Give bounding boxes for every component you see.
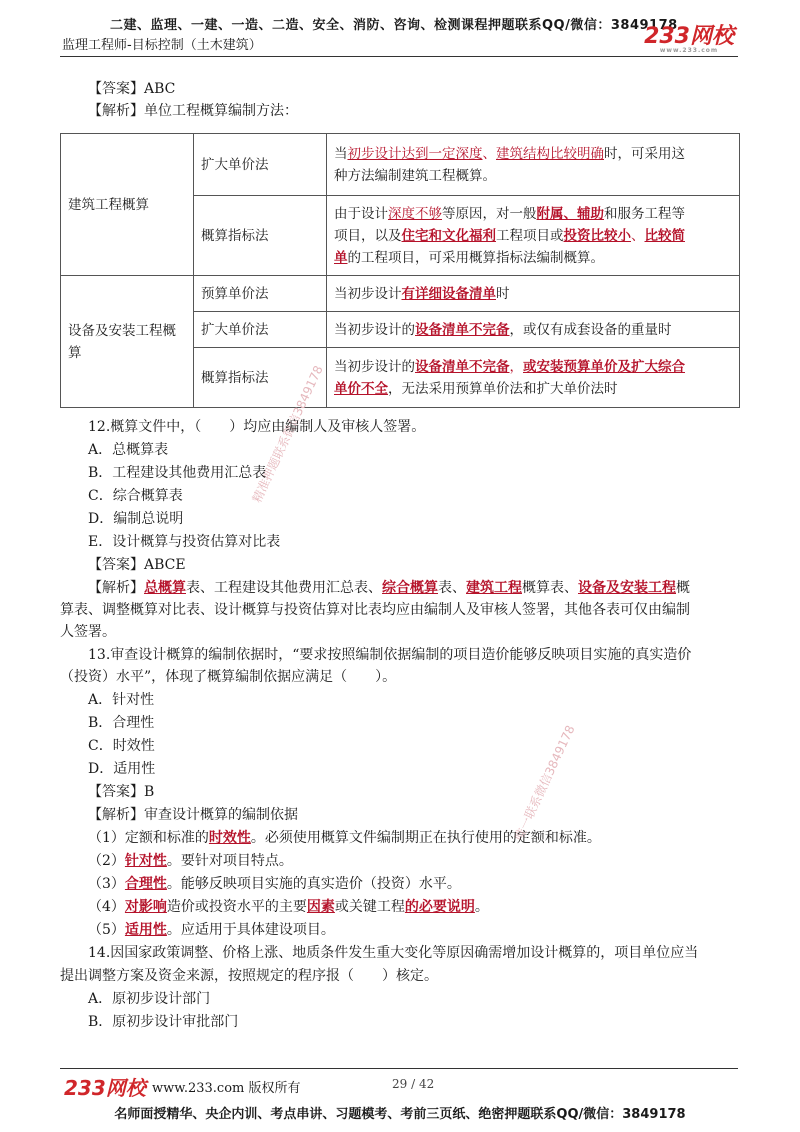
footer-divider xyxy=(60,1068,738,1069)
q12-answer: 【答案】ABCE xyxy=(88,557,186,573)
q13-analysis: 【解析】审查设计概算的编制依据 xyxy=(88,807,298,823)
page-number: 29 / 42 xyxy=(392,1077,435,1091)
q11-analysis: 【解析】单位工程概算编制方法： xyxy=(88,103,298,119)
q12-analysis-cont: 人签署。 xyxy=(60,624,116,640)
header-contact-line: 二建、监理、一建、一造、二造、安全、消防、咨询、检测课程押题联系QQ/微信：3849178 xyxy=(110,18,678,33)
document-subtitle: 监理工程师-目标控制（土木建筑） xyxy=(62,38,262,53)
footer-promo-line: 名师面授精华、央企内训、考点串讲、习题模考、考前三页纸、绝密押题联系QQ/微信：3849178 xyxy=(114,1107,686,1122)
q14-stem-cont: 提出调整方案及资金来源，按照规定的程序报（ ）核定。 xyxy=(60,968,438,984)
q11-answer: 【答案】ABC xyxy=(88,81,176,97)
q12-option: D．编制总说明 xyxy=(88,511,184,527)
footer-copyright: www.233.com 版权所有 xyxy=(152,1081,301,1096)
q13-option: D．适用性 xyxy=(88,761,156,777)
method-cell: 扩大单价法 xyxy=(194,134,327,196)
description-cell: 当初步设计的设备清单不完备，或安装预算单价及扩大综合 单价不全，无法采用预算单价法和扩大单价法时 xyxy=(327,348,740,408)
q13-option: B．合理性 xyxy=(88,715,155,731)
method-cell: 预算单价法 xyxy=(194,276,327,312)
q14-option: B．原初步设计审批部门 xyxy=(88,1014,239,1030)
q13-option: A．针对性 xyxy=(88,692,155,708)
description-cell: 当初步设计有详细设备清单时 xyxy=(327,276,740,312)
description-cell: 由于设计深度不够等原因，对一般附属、辅助和服务工程等 项目，以及住宅和文化福利工程项目或投资比较小、比较简 单的工程项目，可采用概算指标法编制概算。 xyxy=(327,196,740,276)
q13-point: （2）针对性。要针对项目特点。 xyxy=(88,853,293,869)
header-divider xyxy=(60,56,738,57)
category-building: 建筑工程概算 xyxy=(61,134,194,276)
watermark: 唯一联系微信3849178 xyxy=(511,723,578,843)
estimate-methods-table xyxy=(60,133,740,408)
method-cell: 概算指标法 xyxy=(194,348,327,408)
q12-analysis: 【解析】总概算表、工程建设其他费用汇总表、综合概算表、建筑工程概算表、设备及安装工程概 xyxy=(88,580,690,596)
q13-stem: 13.审查设计概算的编制依据时，“要求按照编制依据编制的项目造价能够反映项目实施的真实造价 xyxy=(88,647,692,663)
q13-point: （1）定额和标准的时效性。必须使用概算文件编制期正在执行使用的定额和标准。 xyxy=(88,830,601,846)
method-cell: 扩大单价法 xyxy=(194,312,327,348)
q13-option: C．时效性 xyxy=(88,738,155,754)
q14-option: A．原初步设计部门 xyxy=(88,991,211,1007)
category-equipment: 设备及安装工程概 算 xyxy=(61,276,194,408)
q13-point: （3）合理性。能够反映项目实施的真实造价（投资）水平。 xyxy=(88,876,461,892)
method-cell: 概算指标法 xyxy=(194,196,327,276)
q12-option: B．工程建设其他费用汇总表 xyxy=(88,465,267,481)
watermark: 精准押题联系微信3849178 xyxy=(249,363,326,505)
q13-stem-cont: （投资）水平”，体现了概算编制依据应满足（ ）。 xyxy=(60,669,397,685)
q13-answer: 【答案】B xyxy=(88,784,155,800)
q12-analysis-cont: 算表、调整概算对比表、设计概算与投资估算对比表均应由编制人及审核人签署，其他各表可仅由编制 xyxy=(60,602,690,618)
q12-option: E．设计概算与投资估算对比表 xyxy=(88,534,281,550)
description-cell: 当初步设计达到一定深度、建筑结构比较明确时，可采用这 种方法编制建筑工程概算。 xyxy=(327,134,740,196)
q13-point: （4）对影响造价或投资水平的主要因素或关键工程的必要说明。 xyxy=(88,899,489,915)
q12-option: A．总概算表 xyxy=(88,442,169,458)
q12-stem: 12.概算文件中，（ ）均应由编制人及审核人签署。 xyxy=(88,419,426,435)
brand-logo: 233网校 www.233.com xyxy=(644,24,734,54)
q13-point: （5）适用性。应适用于具体建设项目。 xyxy=(88,922,335,938)
q14-stem: 14.因国家政策调整、价格上涨、地质条件发生重大变化等原因确需增加设计概算的，项目单位应当 xyxy=(88,945,699,961)
footer-logo: 233网校 xyxy=(64,1076,146,1100)
q12-option: C．综合概算表 xyxy=(88,488,183,504)
description-cell: 当初步设计的设备清单不完备，或仅有成套设备的重量时 xyxy=(327,312,740,348)
